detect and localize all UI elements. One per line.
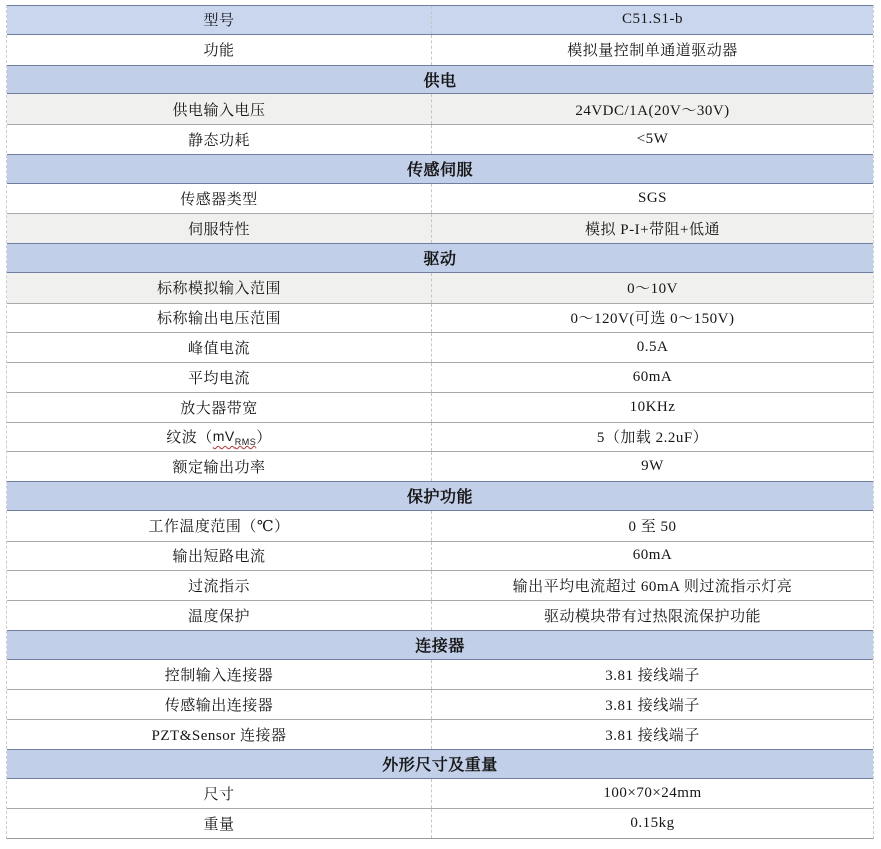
- spec-label-cell: 标称模拟输入范围: [156, 281, 281, 298]
- spec-label-cell: 工作温度范围（℃）: [148, 519, 290, 536]
- spec-label-cell: 过流指示: [187, 579, 250, 596]
- section-row: [7, 481, 873, 511]
- table-row: [7, 332, 873, 362]
- table-row: [7, 184, 873, 214]
- spec-value-cell: 0～10V: [431, 273, 873, 303]
- spec-label-cell: 放大器带宽: [180, 400, 258, 417]
- section-row: [7, 630, 873, 660]
- spec-table: [6, 5, 874, 839]
- spec-label-cell: 控制输入连接器: [164, 667, 274, 684]
- spec-value-cell: 100×70×24mm: [431, 779, 873, 809]
- ripple-unit: $mV_{RMS}$: [212, 427, 257, 447]
- spec-value-cell: 输出平均电流超过 60mA 则过流指示灯亮: [431, 571, 873, 600]
- spec-label-cell: 尺寸: [203, 786, 235, 803]
- spec-value-cell: 0 至 50: [431, 511, 873, 541]
- table-row: [7, 779, 873, 809]
- spec-value-cell: 60mA: [431, 363, 873, 392]
- spec-value-cell: 3.81 接线端子: [431, 720, 873, 749]
- spec-value-cell: SGS: [431, 184, 873, 214]
- table-row: [7, 213, 873, 243]
- table-row: [7, 273, 873, 303]
- section-title: 供电: [423, 72, 457, 90]
- table-row: [7, 808, 873, 838]
- spec-label-cell: 平均电流: [187, 370, 250, 387]
- table-row: [7, 35, 873, 65]
- section-row: [7, 154, 873, 184]
- spec-label-cell: 额定输出功率: [172, 460, 266, 477]
- spellcheck-squiggle: [213, 428, 257, 446]
- spec-value-cell: 5（加载 2.2uF）: [431, 423, 873, 452]
- section-title: 驱动: [423, 251, 457, 269]
- spec-value-cell: 驱动模块带有过热限流保护功能: [431, 601, 873, 630]
- spec-value-cell: 9W: [431, 452, 873, 481]
- spec-value-cell: C51.S1-b: [431, 6, 873, 34]
- section-title: 外形尺寸及重量: [382, 757, 498, 775]
- spec-label-cell: 标称输出电压范围: [156, 311, 281, 328]
- spec-value-cell: 模拟 P-I+带阻+低通: [431, 214, 873, 243]
- spec-label-cell: PZT&Sensor 连接器: [151, 727, 287, 744]
- section-title: 保护功能: [406, 489, 473, 507]
- table-row: [7, 600, 873, 630]
- spec-label-cell: 功能: [203, 43, 235, 60]
- table-row: [7, 392, 873, 422]
- table-row: [7, 719, 873, 749]
- spec-value-cell: <5W: [431, 125, 873, 154]
- table-row: [7, 451, 873, 481]
- table-row: [7, 422, 873, 452]
- table-row: [7, 511, 873, 541]
- spec-label-cell: 温度保护: [187, 608, 250, 625]
- spec-value-cell: 10KHz: [431, 393, 873, 422]
- spec-label-cell: 峰值电流: [187, 341, 250, 358]
- spec-label-cell: 重量: [203, 817, 235, 834]
- spec-label-cell: 传感输出连接器: [164, 698, 274, 715]
- spec-label-cell: 传感器类型: [180, 191, 258, 208]
- spec-value-cell: 60mA: [431, 542, 873, 571]
- table-row: [7, 303, 873, 333]
- table-row: [7, 124, 873, 154]
- spec-value-cell: 3.81 接线端子: [431, 660, 873, 690]
- spec-value-cell: 模拟量控制单通道驱动器: [431, 35, 873, 65]
- ripple-unit-subscript: RMS: [234, 436, 257, 447]
- table-row: [7, 570, 873, 600]
- table-row: [7, 689, 873, 719]
- section-title: 连接器: [415, 638, 465, 656]
- table-row: [7, 541, 873, 571]
- spec-value-cell: 0.15kg: [431, 809, 873, 838]
- spec-value-cell: 0.5A: [431, 333, 873, 362]
- spec-value-cell: 0～120V(可选 0～150V): [431, 304, 873, 333]
- spec-label-cell: 静态功耗: [187, 132, 250, 149]
- table-row: [7, 362, 873, 392]
- spec-value-cell: 3.81 接线端子: [431, 690, 873, 719]
- spec-label-cell: 型号: [203, 13, 235, 30]
- spec-value-cell: 24VDC/1A(20V～30V): [431, 94, 873, 124]
- section-row: [7, 243, 873, 273]
- spec-label-cell: 纹波（ $mV_{RMS}$ ）: [166, 427, 272, 447]
- spec-label-cell: 供电输入电压: [172, 102, 266, 119]
- header-row: [7, 5, 873, 35]
- spec-label-cell: 输出短路电流: [172, 549, 266, 566]
- section-row: [7, 65, 873, 95]
- spec-label-cell: 伺服特性: [187, 222, 250, 239]
- section-row: [7, 749, 873, 779]
- table-row: [7, 660, 873, 690]
- table-row: [7, 94, 873, 124]
- section-title: 传感伺服: [406, 162, 473, 180]
